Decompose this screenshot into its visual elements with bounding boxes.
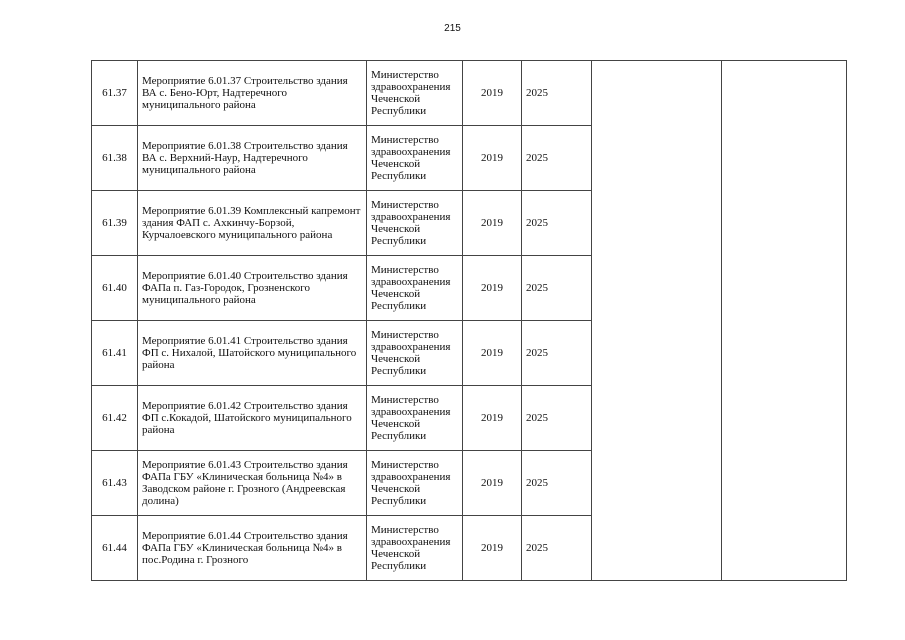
responsible-executor: Министерство здравоохранения Чеченской Республики	[367, 191, 463, 256]
responsible-executor: Министерство здравоохранения Чеченской Республики	[367, 321, 463, 386]
measure-description: Мероприятие 6.01.43 Строительство здания ФАПа ГБУ «Клиническая больница №4» в Заводском районе г. Грозного (Андреевская долина)	[138, 451, 367, 516]
responsible-executor: Министерство здравоохранения Чеченской Республики	[367, 61, 463, 126]
end-year: 2025	[522, 516, 592, 581]
measure-description: Мероприятие 6.01.39 Комплексный капремонт здания ФАП с. Ахкинчу-Борзой, Курчалоевского муниципального района	[138, 191, 367, 256]
start-year: 2019	[463, 256, 522, 321]
end-year: 2025	[522, 321, 592, 386]
empty-column-indicator	[722, 61, 847, 581]
measure-description: Мероприятие 6.01.42 Строительство здания ФП с.Кокадой, Шатойского муниципального района	[138, 386, 367, 451]
start-year: 2019	[463, 61, 522, 126]
end-year: 2025	[522, 256, 592, 321]
start-year: 2019	[463, 126, 522, 191]
table-row	[92, 61, 847, 126]
start-year: 2019	[463, 321, 522, 386]
end-year: 2025	[522, 61, 592, 126]
end-year: 2025	[522, 386, 592, 451]
start-year: 2019	[463, 191, 522, 256]
start-year: 2019	[463, 451, 522, 516]
page-number: 215	[444, 23, 461, 34]
row-number: 61.44	[92, 516, 138, 581]
row-number: 61.37	[92, 61, 138, 126]
responsible-executor: Министерство здравоохранения Чеченской Республики	[367, 451, 463, 516]
responsible-executor: Министерство здравоохранения Чеченской Республики	[367, 126, 463, 191]
end-year: 2025	[522, 126, 592, 191]
responsible-executor: Министерство здравоохранения Чеченской Республики	[367, 516, 463, 581]
empty-column-result	[592, 61, 722, 581]
row-number: 61.40	[92, 256, 138, 321]
start-year: 2019	[463, 386, 522, 451]
row-number: 61.43	[92, 451, 138, 516]
measure-description: Мероприятие 6.01.37 Строительство здания ВА с. Бено-Юрт, Надтеречного муниципального района	[138, 61, 367, 126]
measure-description: Мероприятие 6.01.44 Строительство здания ФАПа ГБУ «Клиническая больница №4» в пос.Родина г. Грозного	[138, 516, 367, 581]
row-number: 61.38	[92, 126, 138, 191]
row-number: 61.39	[92, 191, 138, 256]
measure-description: Мероприятие 6.01.38 Строительство здания ВА с. Верхний-Наур, Надтеречного муниципального района	[138, 126, 367, 191]
measure-description: Мероприятие 6.01.41 Строительство здания ФП с. Нихалой, Шатойского муниципального района	[138, 321, 367, 386]
responsible-executor: Министерство здравоохранения Чеченской Республики	[367, 386, 463, 451]
row-number: 61.42	[92, 386, 138, 451]
responsible-executor: Министерство здравоохранения Чеченской Республики	[367, 256, 463, 321]
measures-table	[91, 60, 847, 581]
end-year: 2025	[522, 451, 592, 516]
row-number: 61.41	[92, 321, 138, 386]
start-year: 2019	[463, 516, 522, 581]
end-year: 2025	[522, 191, 592, 256]
measure-description: Мероприятие 6.01.40 Строительство здания ФАПа п. Газ-Городок, Грозненского муниципального района	[138, 256, 367, 321]
